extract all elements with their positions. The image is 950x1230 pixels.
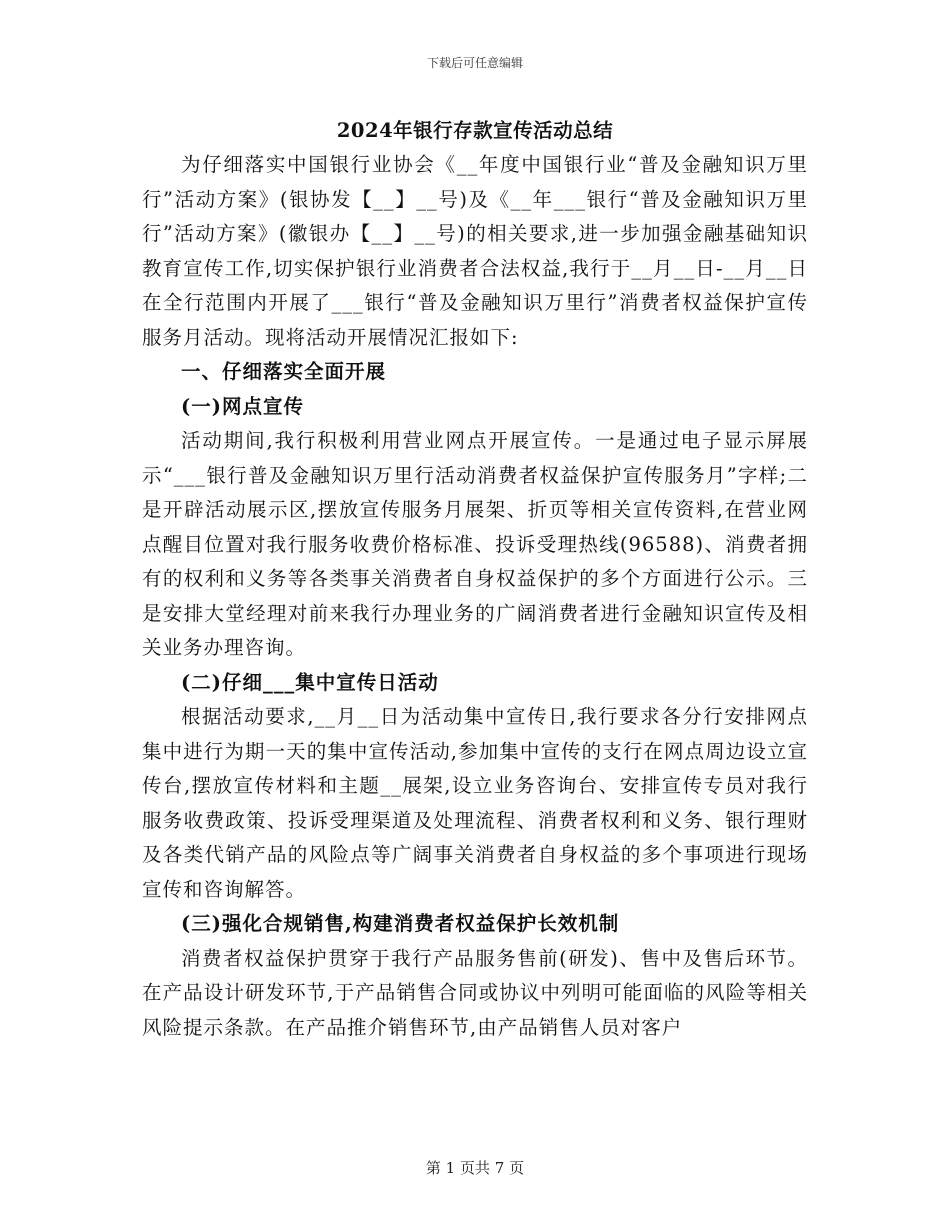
document-body [142, 148, 808, 1045]
section-heading-1: 一、仔细落实全面开展 [181, 360, 387, 383]
subsection-heading-1: (一)网点宣传 [181, 394, 304, 418]
paragraph-branch-publicity: 活动期间,我行积极利用营业网点开展宣传。一是通过电子显示屏展示“___银行普及金融知识万里行活动消费者权益保护宣传服务月”字样;二是开辟活动展示区,摆放宣传服务月展架、折页等相关宣传资料,在营业网点醒目位置对我行服务收费价格标准、投诉受理热线(96588)、消费者拥有的权利和义务等各类事关消费者自身权益保护的多个方面进行公示。三是安排大堂经理对前来我行办理业务的广阔消费者进行金融知识宣传及相关业务办理咨询。 [142, 429, 808, 659]
paragraph-publicity-day: 根据活动要求,__月__日为活动集中宣传日,我行要求各分行安排网点集中进行为期一天的集中宣传活动,参加集中宣传的支行在网点周边设立宣传台,摆放宣传材料和主题__展架,设立业务咨询台、安排宣传专员对我行服务收费政策、投诉受理渠道及处理流程、消费者权利和义务、银行理财及各类代销产品的风险点等广阔事关消费者自身权益的多个事项进行现场宣传和咨询解答。 [142, 705, 808, 901]
document-title: 2024年银行存款宣传活动总结 [336, 119, 614, 142]
subsection-heading-2: (二)仔细___集中宣传日活动 [181, 670, 439, 694]
subsection-heading-3: (三)强化合规销售,构建消费者权益保护长效机制 [181, 912, 620, 935]
paragraph-intro: 为仔细落实中国银行业协会《__年度中国银行业“普及金融知识万里行”活动方案》(银协发【__】__号)及《__年___银行“普及金融知识万里行”活动方案》(徽银办【__】__号)的相关要求,进一步加强金融基础知识教育宣传工作,切实保护银行业消费者合法权益,我行于__月__日-__月__日在全行范围内开展了___银行“普及金融知识万里行”消费者权益保护宣传服务月活动。现将活动开展情况汇报如下: [142, 153, 808, 349]
paragraph-compliance: 消费者权益保护贯穿于我行产品服务售前(研发)、售中及售后环节。在产品设计研发环节,于产品销售合同或协议中列明可能面临的风险等相关风险提示条款。在产品推介销售环节,由产品销售人员对客户 [142, 946, 808, 1039]
page-footer: 第 1 页共 7 页 [425, 1159, 525, 1177]
header-note: 下载后可任意编辑 [426, 56, 523, 70]
